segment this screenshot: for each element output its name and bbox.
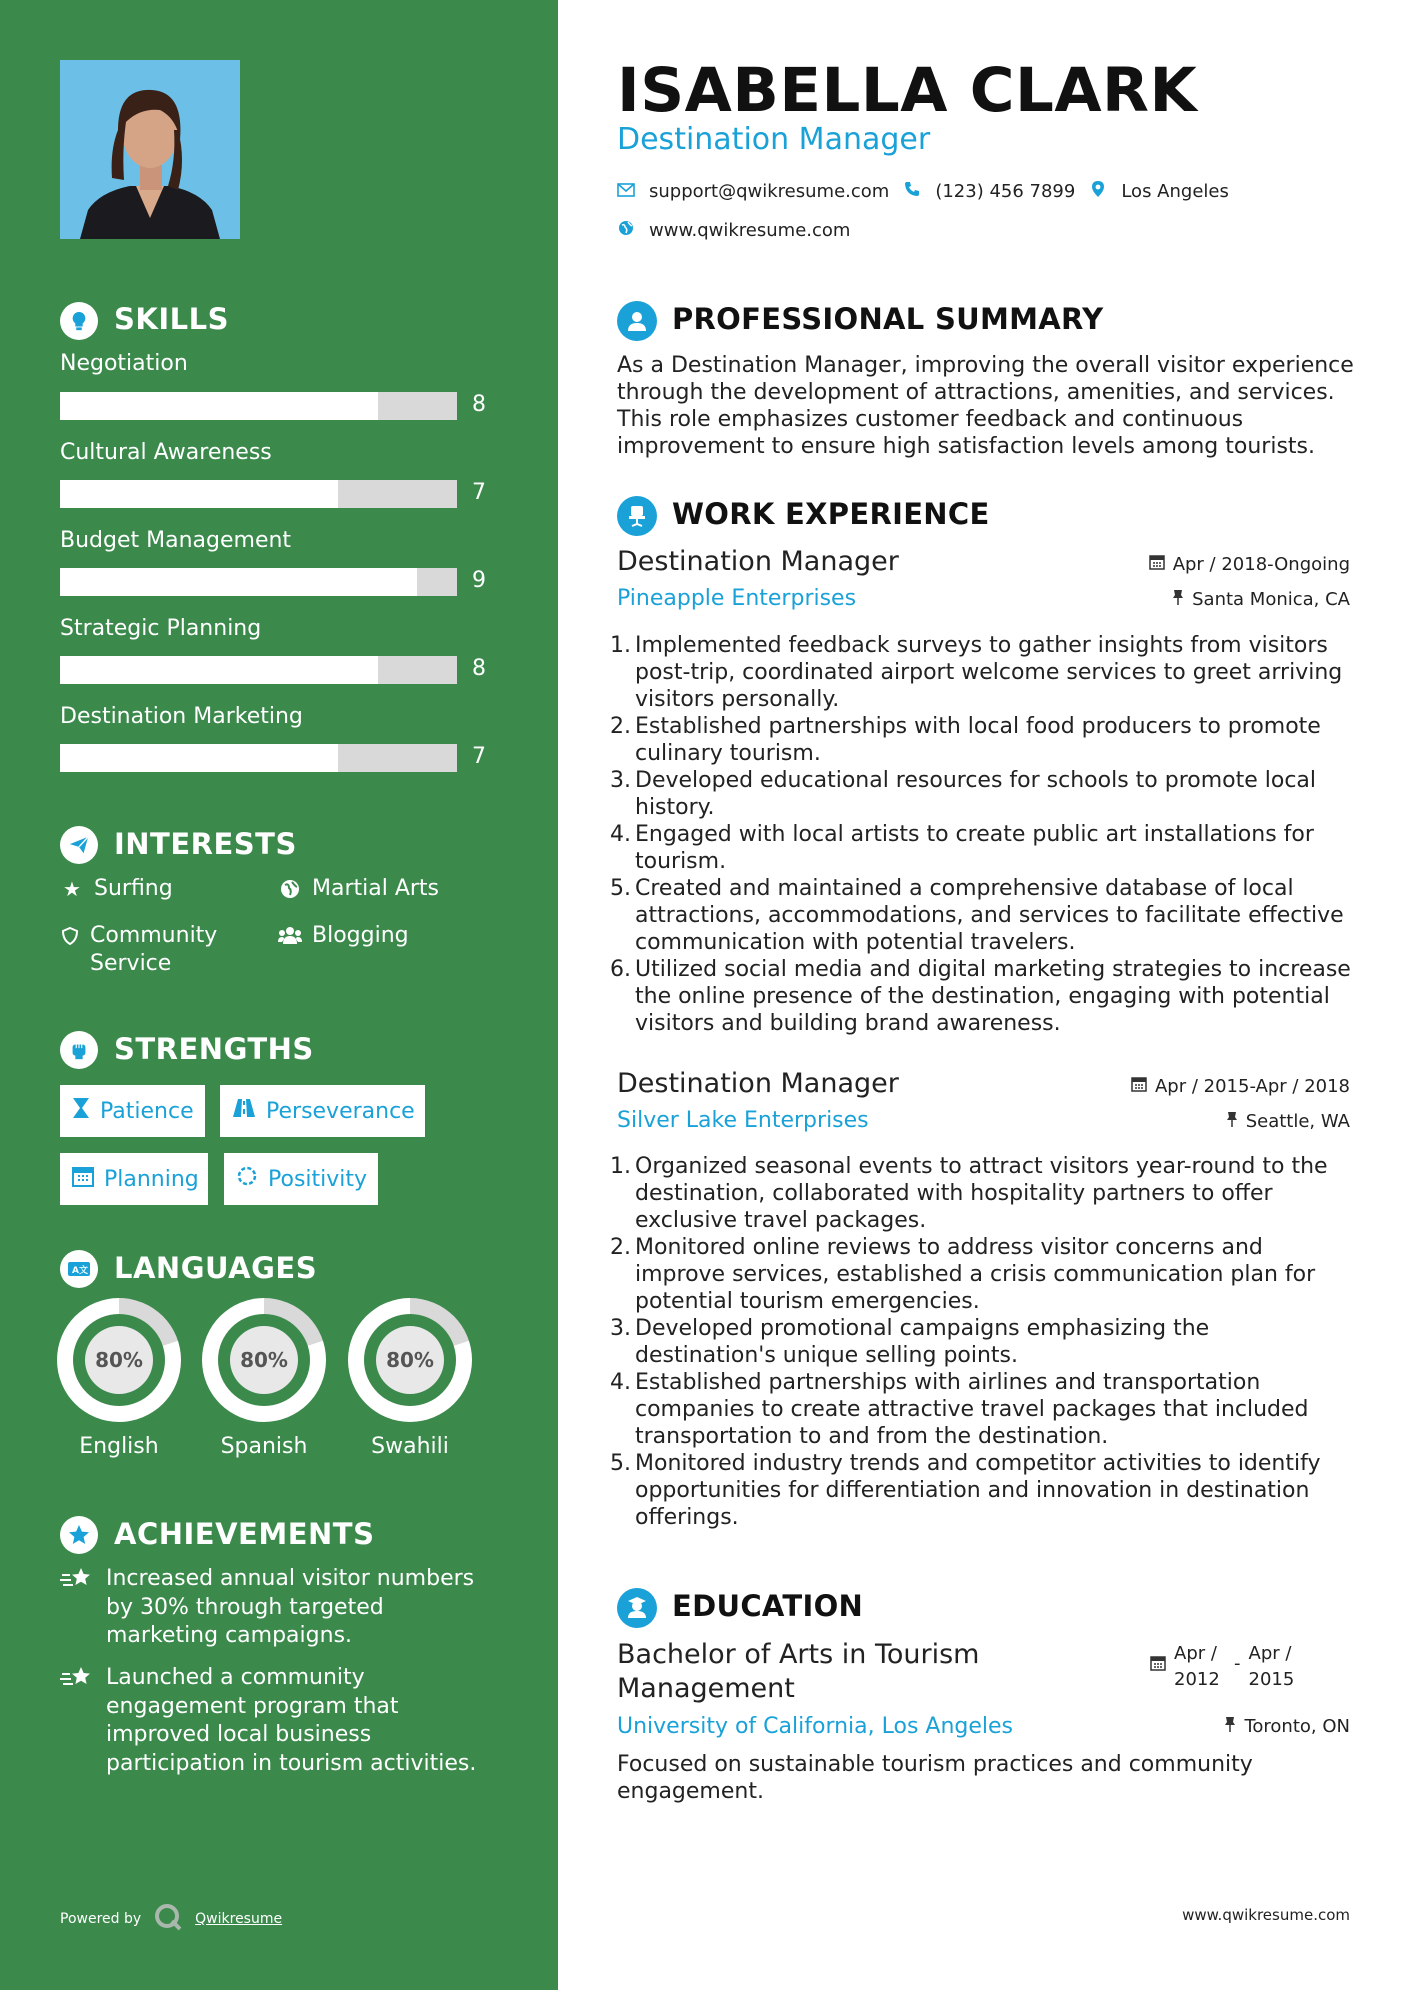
graduate-icon [617,1588,657,1628]
road-icon [232,1098,256,1124]
language-ring [57,1298,181,1422]
education-location-text: Toronto, ON [1244,1716,1350,1737]
job-location [1226,1111,1350,1132]
job-dates [1149,554,1350,575]
list-item: 2. Monitored online reviews to address visitor concerns and improve services, established a crisis communication plan for potential tourism emergencies. [610,1235,1316,1314]
list-item: 3. Developed educational resources for schools to promote local history. [610,768,1317,820]
skill-label: Strategic Planning [60,616,262,641]
chair-icon [617,496,657,536]
interest-label: Blogging [312,923,409,948]
svg-text:A文: A文 [72,1266,88,1276]
shooting-star-icon [60,1565,94,1651]
profile-photo [60,60,240,239]
skill-bar [60,392,457,420]
language-percent: 80% [376,1326,444,1394]
skill-bar [60,480,457,508]
hourglass-icon [72,1097,90,1125]
language-ring [202,1298,326,1422]
job-title: Destination Manager [617,1068,899,1099]
users-icon [278,922,302,950]
achievement-text: Launched a community engagement program that improved local business participation in tourism activities. [106,1665,477,1776]
job-bullets [610,1153,1355,1531]
skill-bar [60,744,457,772]
skill-bar [60,568,457,596]
skill-label: Destination Marketing [60,704,303,729]
job-title: Destination Manager [617,546,899,577]
star-badge-icon [60,1516,98,1554]
location-text: Los Angeles [1121,181,1229,202]
website-text[interactable]: www.qwikresume.com [649,220,851,241]
job-bullets [610,632,1355,1037]
achievements-title: ACHIEVEMENTS [114,1517,375,1551]
interest-item [60,922,240,978]
job-location [1172,589,1350,610]
globe-icon [278,875,302,903]
company-name: Silver Lake Enterprises [617,1108,869,1133]
candidate-name: ISABELLA CLARK [617,55,1198,126]
interest-label: Martial Arts [312,876,440,901]
job-dates-text: Apr / 2018-Ongoing [1172,554,1350,575]
achievement-text: Increased annual visitor numbers by 30% through targeted marketing campaigns. [106,1566,475,1648]
contact-row [617,180,1229,203]
shield-icon [60,922,80,950]
sidebar [0,0,558,1990]
calendar-icon [1150,1655,1166,1676]
powered-by-label: Powered by [60,1911,142,1927]
envelope-icon [617,181,635,202]
education-start: Apr / 2012 [1174,1643,1220,1690]
languages-title: LANGUAGES [114,1251,318,1285]
list-item: 4. Engaged with local artists to create public art installations for tourism. [610,822,1314,874]
language-name: Swahili [371,1434,449,1459]
phone-icon [903,181,921,202]
skill-value: 8 [472,656,486,681]
calendar-icon [1149,554,1165,575]
strength-tag [220,1085,425,1137]
company-name: Pineapple Enterprises [617,586,857,611]
shooting-star-icon [60,1664,94,1778]
map-pin-icon [1089,180,1107,203]
experience-title: WORK EXPERIENCE [672,497,990,531]
list-item: 5. Monitored industry trends and competitor activities to identify opportunities for differentiation and innovation in destination offerings. [610,1451,1321,1530]
language-name: English [79,1434,159,1459]
language-ring [348,1298,472,1422]
degree-title: Bachelor of Arts in Tourism Management [617,1639,980,1704]
qwikresume-logo-icon [153,1902,183,1936]
job-dates [1131,1076,1350,1097]
list-item: 3. Developed promotional campaigns emphasizing the destination's unique selling points. [610,1316,1210,1368]
skill-value: 7 [472,744,486,769]
sun-icon [236,1165,258,1193]
lightbulb-icon [60,302,98,340]
website-row [617,220,850,241]
qwikresume-link[interactable]: Qwikresume [195,1911,283,1927]
strength-tag [224,1153,378,1205]
list-item: 1. Organized seasonal events to attract visitors year-round to the destination, collaborated with hospitality partners to offer exclusive travel packages. [610,1154,1328,1233]
language-icon [60,1250,98,1288]
language-percent: 80% [85,1326,153,1394]
strength-label: Positivity [268,1166,368,1192]
date-separator: - [1234,1653,1241,1674]
strengths-title: STRENGTHS [114,1032,314,1066]
strength-label: Perseverance [266,1098,415,1124]
list-item: 5. Created and maintained a comprehensive database of local attractions, accommodations, and services to facilitate effective communication with potential travelers. [610,876,1344,955]
education-location [1224,1716,1350,1737]
strength-label: Planning [104,1166,199,1192]
education-text: Focused on sustainable tourism practices and community engagement. [617,1752,1253,1804]
phone-text: (123) 456 7899 [935,181,1076,202]
education-end: Apr / 2015 [1248,1643,1295,1690]
calendar-icon [72,1165,94,1193]
strength-label: Patience [100,1098,194,1124]
pushpin-icon [1226,1111,1238,1132]
interest-label: Community Service [90,923,218,976]
skill-bar [60,656,457,684]
interest-label: Surfing [94,876,173,901]
interests-title: INTERESTS [114,827,297,861]
summary-title: PROFESSIONAL SUMMARY [672,302,1104,336]
language-percent: 80% [230,1326,298,1394]
education-title: EDUCATION [672,1589,864,1623]
list-item: 6. Utilized social media and digital marketing strategies to increase the online presence of the destination, engaging with potential visitors and building brand awareness. [610,957,1351,1036]
pushpin-icon [1172,589,1184,610]
footer-url[interactable]: www.qwikresume.com [1182,1906,1350,1924]
job-dates-text: Apr / 2015-Apr / 2018 [1154,1076,1350,1097]
skill-label: Budget Management [60,528,292,553]
pushpin-icon [1224,1716,1236,1737]
job-location-text: Seattle, WA [1245,1111,1350,1132]
list-item: 2. Established partnerships with local food producers to promote culinary tourism. [610,714,1321,766]
email-text[interactable]: support@qwikresume.com [649,181,890,202]
strength-tag [60,1085,205,1137]
globe-icon [617,220,635,241]
achievement-item [60,1664,500,1778]
fist-icon [60,1031,98,1069]
calendar-icon [1131,1076,1147,1097]
strength-tag [60,1153,208,1205]
skill-value: 9 [472,568,486,593]
summary-text: As a Destination Manager, improving the overall visitor experience through the development of attractions, amenities, and services. This role emphasizes customer feedback and continuous improvement to ensure high satisfaction levels among tourists. [617,353,1354,459]
achievement-item [60,1565,500,1651]
paper-plane-icon [60,826,98,864]
language-name: Spanish [220,1434,308,1459]
user-icon [617,301,657,341]
skill-value: 8 [472,392,486,417]
candidate-role: Destination Manager [617,122,931,157]
star-icon: ★ [63,877,81,901]
job-location-text: Santa Monica, CA [1192,589,1350,610]
skills-title: SKILLS [114,302,229,336]
interest-item [278,922,409,950]
skill-value: 7 [472,480,486,505]
interest-item [60,875,173,903]
school-name: University of California, Los Angeles [617,1714,1014,1739]
list-item: 4. Established partnerships with airlines and transportation companies to create attractive travel packages that included transportation to and from the destination. [610,1370,1309,1449]
skill-label: Negotiation [60,351,188,376]
interest-item [278,875,439,903]
education-dates [1150,1641,1301,1693]
powered-by [60,1902,282,1936]
skill-label: Cultural Awareness [60,440,272,465]
list-item: 1. Implemented feedback surveys to gather insights from visitors post-trip, coordinated airport welcome services to greet arriving visitors personally. [610,633,1343,712]
